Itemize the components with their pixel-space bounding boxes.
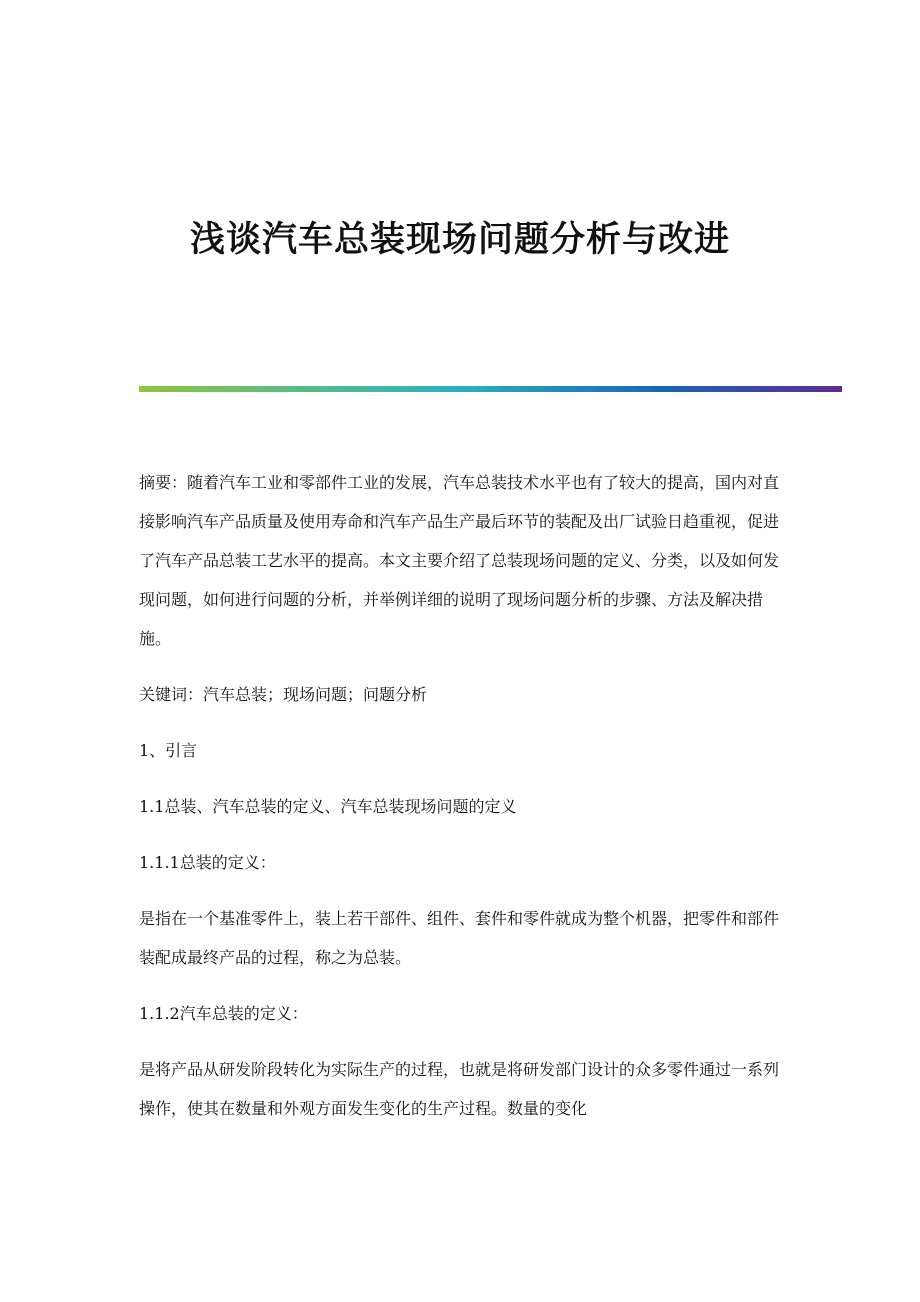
abstract-paragraph: 摘要：随着汽车工业和零部件工业的发展，汽车总装技术水平也有了较大的提高，国内对直接影响汽车产品质量及使用寿命和汽车产品生产最后环节的装配及出厂试验日趋重视，促进了汽车产品总装工艺水平的提高。本文主要介绍了总装现场问题的定义、分类，以及如何发现问题，如何进行问题的分析，并举例详细的说明了现场问题分析的步骤、方法及解决措施。 bbox=[139, 473, 780, 648]
keywords-paragraph: 关键词：汽车总装；现场问题；问题分析 bbox=[139, 685, 428, 704]
subsubsection-heading: 1.1.2汽车总装的定义： bbox=[139, 1004, 308, 1023]
subsection-heading: 1.1总装、汽车总装的定义、汽车总装现场问题的定义 bbox=[139, 797, 517, 816]
body-paragraph: 是指在一个基准零件上，装上若干部件、组件、套件和零件就成为整个机器，把零件和部件装配成最终产品的过程，称之为总装。 bbox=[139, 909, 780, 967]
document-title: 浅谈汽车总装现场问题分析与改进 bbox=[189, 220, 730, 260]
section-heading: 1、引言 bbox=[139, 741, 198, 760]
body-paragraph: 是将产品从研发阶段转化为实际生产的过程，也就是将研发部门设计的众多零件通过一系列操作，使其在数量和外观方面发生变化的生产过程。数量的变化 bbox=[139, 1060, 780, 1118]
subsubsection-heading: 1.1.1总装的定义： bbox=[139, 853, 276, 872]
document-body bbox=[139, 463, 779, 1145]
title-divider bbox=[139, 386, 842, 392]
